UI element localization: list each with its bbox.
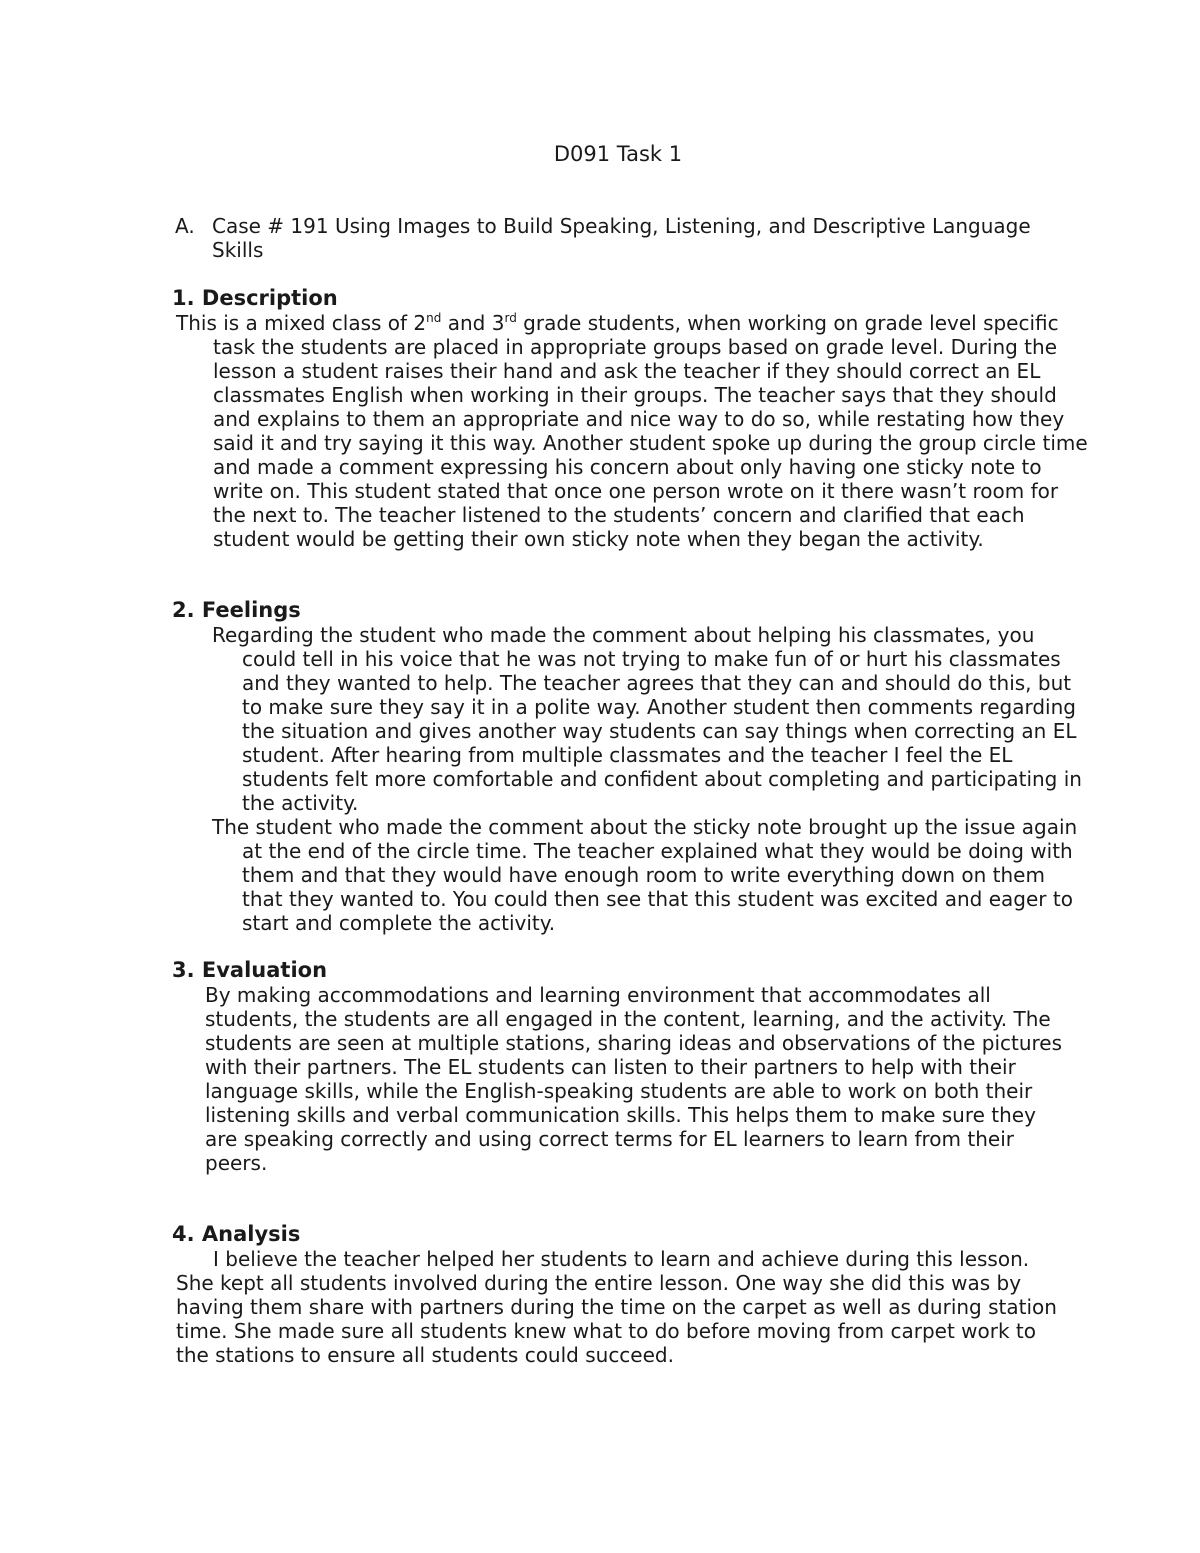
list-marker: A. (175, 214, 195, 238)
description-heading: 1. Description (172, 286, 338, 310)
description-text-start: This is a mixed class of 2 (176, 311, 427, 335)
feelings-paragraph-2: The student who made the comment about the sticky note brought up the issue again at the end of the circle time. The teacher explained what they would be doing with them and that they would have enough room to write everything down on them that they wanted to. You could then see that this student was excited and eager to start and complete the activity. (212, 815, 1078, 935)
feelings-heading: 2. Feelings (172, 598, 301, 622)
case-title: Case # 191 Using Images to Build Speaking, Listening, and Descriptive Language Skills (212, 214, 1031, 262)
description-text-middle: and 3 (441, 311, 505, 335)
analysis-paragraph: I believe the teacher helped her students to learn and achieve during this lesson. She kept all students involved during the entire lesson. One way she did this was by having them share with partners during the time on the carpet as well as during station time. She made sure all students knew what to do before moving from carpet work to the stations to ensure all students could succeed. (176, 1247, 1057, 1367)
evaluation-heading: 3. Evaluation (172, 958, 328, 982)
analysis-heading: 4. Analysis (172, 1222, 301, 1246)
description-text-end: grade students, when working on grade level specific task the students are placed in appropriate groups based on grade level. During the lesson a student raises their hand and ask the teacher if they should correct an EL classmates English when working in their groups. The teacher says that they should and explains to them an appropriate and nice way to do so, while restating how they said it and try saying it this way. Another student spoke up during the group circle time and made a comment expressing his concern about only having one sticky note to write on. This student stated that once one person wrote on it there wasn’t room for the next to. The teacher listened to the students’ concern and clarified that each student would be getting their own sticky note when they began the activity. (213, 311, 1088, 551)
description-paragraph (176, 311, 1095, 551)
document-title: D091 Task 1 (553, 142, 683, 166)
evaluation-paragraph: By making accommodations and learning environment that accommodates all students, the students are all engaged in the content, learning, and the activity. The students are seen at multiple stations, sharing ideas and observations of the pictures with their partners. The EL students can listen to their partners to help with their language skills, while the English-speaking students are able to work on both their listening skills and verbal communication skills. This helps them to make sure they are speaking correctly and using correct terms for EL learners to learn from their peers. (205, 983, 1063, 1175)
superscript-rd: rd (504, 311, 517, 325)
feelings-paragraph-1: Regarding the student who made the comment about helping his classmates, you could tell in his voice that he was not trying to make fun of or hurt his classmates and they wanted to help. The teacher agrees that they can and should do this, but to make sure they say it in a polite way. Another student then comments regarding the situation and gives another way students can say things when correcting an EL student. After hearing from multiple classmates and the teacher I feel the EL students felt more comfortable and confident about completing and participating in the activity. (212, 623, 1082, 815)
superscript-nd: nd (426, 311, 442, 325)
